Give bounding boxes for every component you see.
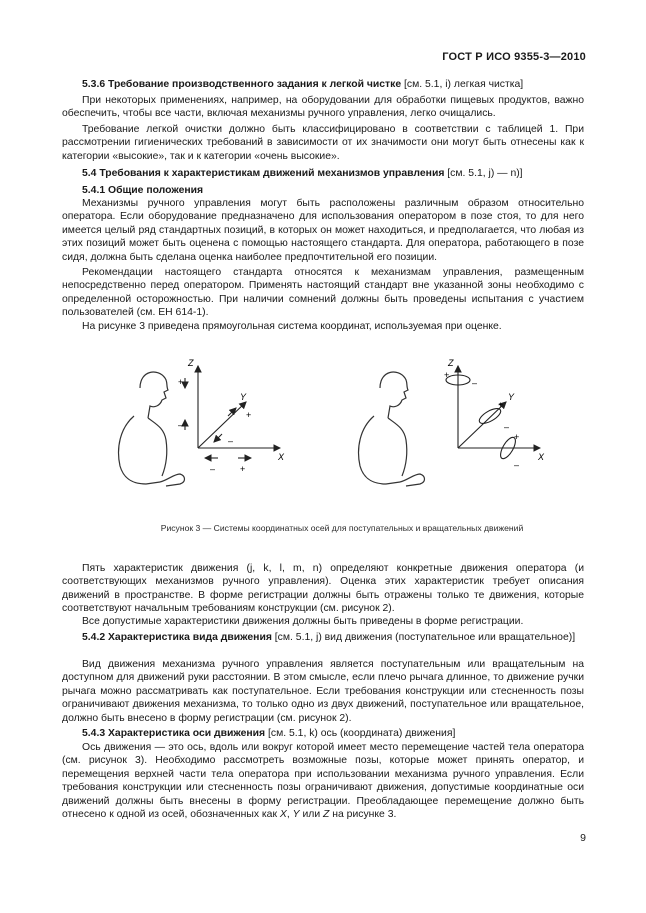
paragraph [62,741,584,821]
section-5-3-6-heading-line [62,78,584,91]
section-reference: [см. 5.1, i) легкая чистка] [401,79,524,90]
left-operator-illustration [119,372,185,486]
paragraph: Все допустимые характеристики движения должны быть приведены в форме регистрации. [82,616,524,627]
section-reference: [см. 5.1, j) вид движения (поступательное или вращательное)] [271,632,576,643]
right-x-plus: + [514,432,520,442]
figure-3-coordinate-systems [110,348,570,488]
right-x-minus: – [514,460,520,470]
paragraph: Механизмы ручного управления могут быть расположены различным образом относительно оператора. Если оборудование предназначено для использования оператором в позе стоя, то для него имеется целый ряд стандартных позиций, в которых он может находиться, и предполагается, что любая из этих позиций может быть оценена с помощью настоящего стандарта. Для оператора, работающего в позе сидя, должна быть сделана оценка наиболее предпочтительной его позиции. [62,198,584,263]
section-heading: 5.4.3 Характеристика оси движения [82,728,266,739]
section-heading: 5.4.2 Характеристика вида движения [82,632,272,643]
section-5-4-2-paragraph [62,631,584,644]
section-5-4-heading-line [62,167,584,180]
right-y-minus: – [504,422,510,432]
paragraph: На рисунке 3 приведена прямоугольная система координат, используемая при оценке. [82,321,502,332]
section-reference: [см. 5.1, k) ось (координата) движения] [265,728,456,739]
paragraph: Требование легкой очистки должно быть классифицировано в соответствии с таблицей 1. При рассмотрении гигиенических требований в зависимости от их значимости они могут быть отнесены как к категории «высокие», так и к категории «очень высокие». [62,124,584,162]
paragraph: При некоторых применениях, например, на оборудовании для обработки пищевых продуктов, важно обеспечить, чтобы все части, включая механизмы ручного управления, легко очищались. [62,95,584,120]
axis-y-ref: Y [292,809,300,821]
right-axis-y-label: Y [508,392,515,402]
right-z-plus: + [444,370,450,380]
page-number: 9 [580,832,586,844]
section-heading: 5.4.1 Общие положения [82,185,204,196]
separator: , [286,809,293,821]
left-x-plus: + [240,464,246,474]
section-reference: [см. 5.1, j) — n)] [444,168,523,179]
separator: или [299,809,324,821]
right-axes [446,366,540,461]
left-axis-z-label: Z [188,358,194,368]
right-axis-x-label: X [538,452,545,462]
axis-x-ref: X [279,809,287,821]
paragraph-text: Ось движения — это ось, вдоль или вокруг которой имеет место перемещение частей тела оператора (см. рисунок 3). Необходимо рассмотреть возможные позы, которые может принять оператор, и перемещения верхней части тела оператора при использовании механизма ручного управления. Если требования конструкции или стесненность позы ограничивают движения, допустимые координатные оси движений должны быть внесены в форму регистрации. Преобладающее перемещение должно быть отнесено к одной из осей, обозначенных как [62,742,584,821]
document-id-header: ГОСТ Р ИСО 9355-3—2010 [442,51,586,63]
right-z-minus: – [472,378,478,388]
left-x-minus: – [210,464,216,474]
right-axis-z-label: Z [448,358,454,368]
paragraph: Рекомендации настоящего стандарта относятся к механизмам управления, размещенным непосредственно перед оператором. Применять настоящий стандарт вне указанной зоны необходимо с определенной осторожностью. При наличии сомнений должны быть проведены испытания с участием пользователей (см. ЕН 614-1). [62,267,584,319]
right-y-plus: + [498,400,504,410]
paragraph-tail: на рисунке 3. [329,809,397,821]
left-z-plus: + [178,377,184,387]
section-heading: 5.3.6 Требование производственного задания к легкой чистке [82,79,402,90]
left-y-plus: + [246,410,252,420]
paragraph: Вид движения механизма ручного управления является поступательным или вращательным на доступном для движений руки расстоянии. В этом смысле, если плечо рычага длинное, то движение ручки рычага можно рассматривать как поступательное. Если требования конструкции или стесненность позы ограничивают движения механизма, то только одно из двух движений, поступательное или вращательное, должно быть внесено в форму регистрации (см. рисунок 2). [62,659,584,724]
section-5-4-3-heading-line [62,727,584,740]
figure-caption: Рисунок 3 — Системы координатных осей для поступательных и вращательных движений [160,523,524,533]
axis-z-ref: Z [323,809,330,821]
left-axis-x-label: X [278,452,285,462]
right-operator-illustration [359,372,425,486]
left-y-minus: – [228,436,234,446]
left-axis-y-label: Y [240,392,247,402]
paragraph: Пять характеристик движения (j, k, l, m, n) определяют конкретные движения оператора (и соответствующих механизмов ручного управления). Оценка этих характеристик требует описания движений в пространстве. В форме регистрации должны быть отражены только те движения, которые соответствуют начальным требованиям конструкции (см. рисунок 2). [62,563,584,615]
section-heading: 5.4 Требования к характеристикам движений механизмов управления [82,168,445,179]
left-z-minus: – [178,420,184,430]
section-5-4-1-heading [62,184,584,197]
